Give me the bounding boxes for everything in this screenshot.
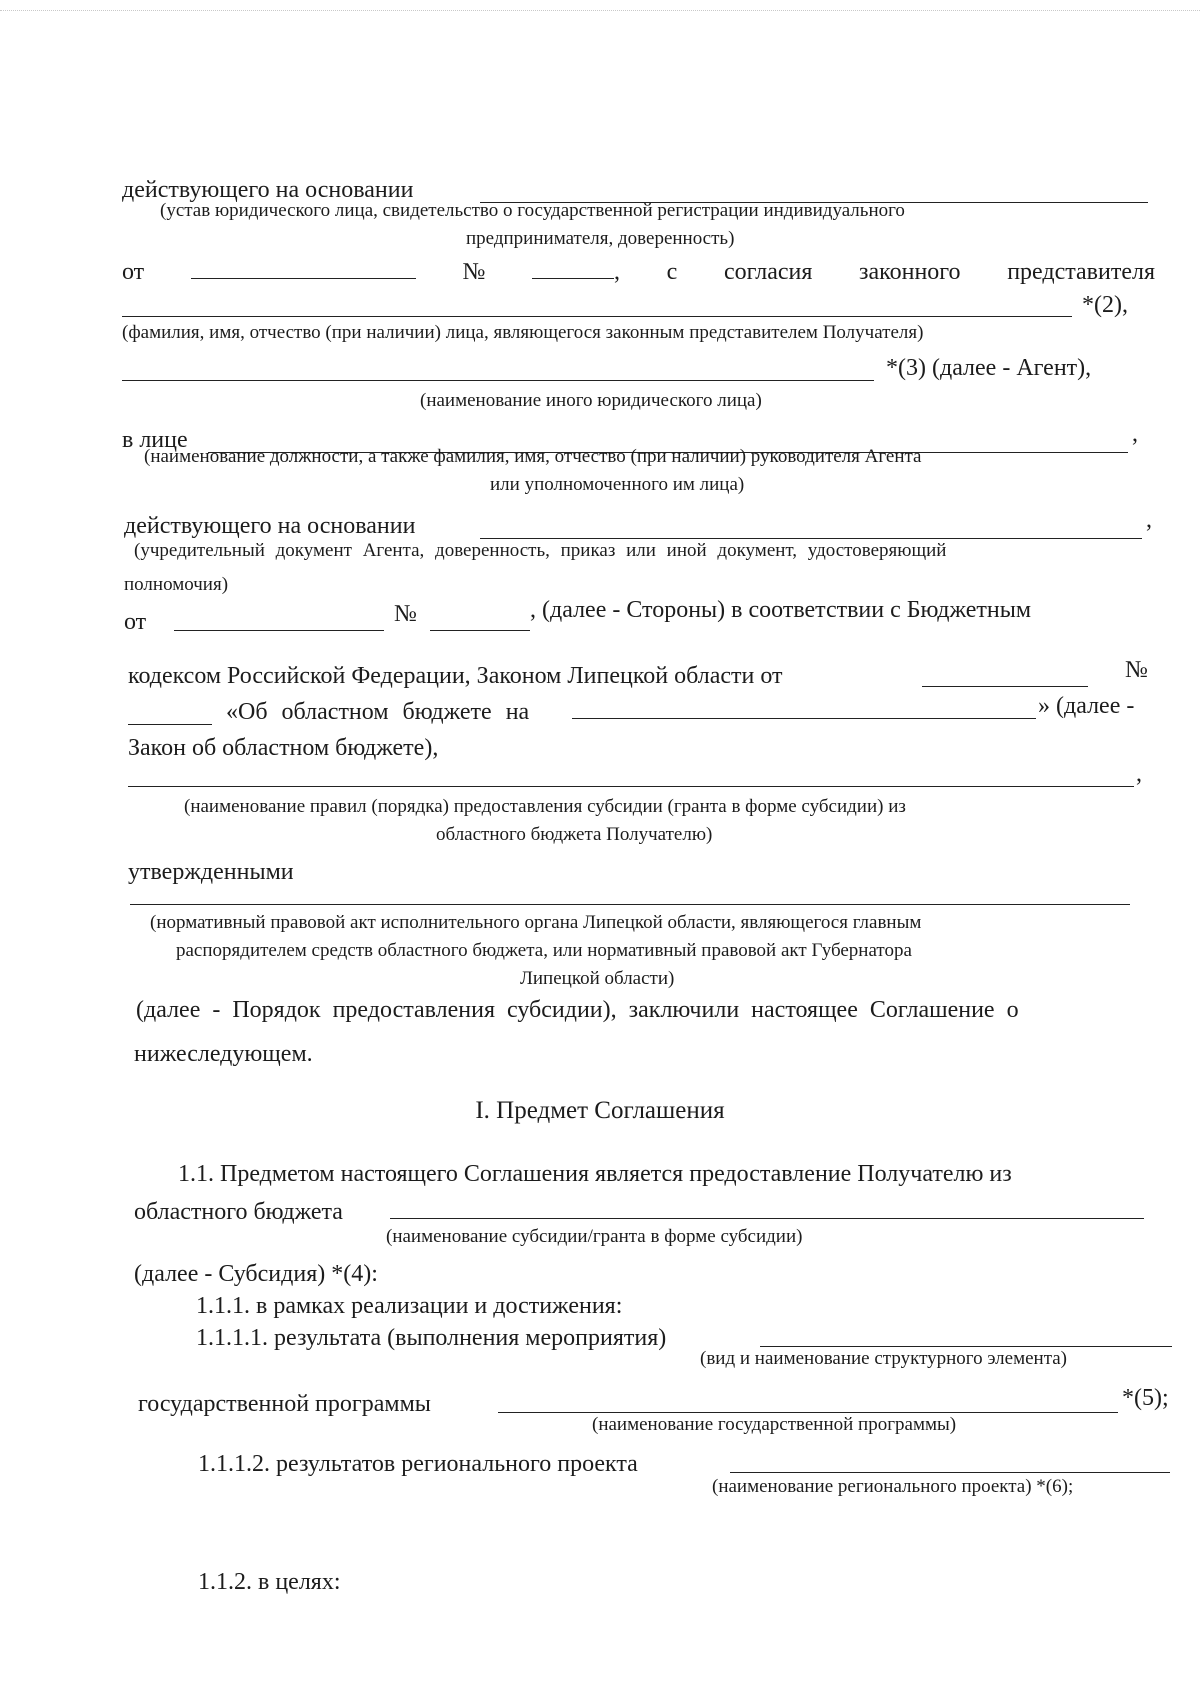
regional-project-blank [730, 1472, 1170, 1473]
other-entity-note: (наименование иного юридического лица) [420, 390, 762, 411]
state-program-note: (наименование государственной программы) [592, 1414, 957, 1435]
budget-law-title: «Об областном бюджете на [226, 699, 530, 725]
structural-element-note: (вид и наименование структурного элемента) [700, 1348, 1068, 1369]
basis-label: действующего на основании [122, 177, 414, 203]
procedure-paragraph-cont: нижеследующем. [134, 1041, 313, 1067]
rules-note-cont: областного бюджета Получателю) [436, 824, 713, 845]
clause-1-1-cont: областного бюджета [134, 1199, 343, 1225]
approving-act-blank [130, 904, 1130, 905]
clause-1-1-1-1: 1.1.1.1. результата (выполнения мероприятия) [196, 1325, 667, 1351]
rules-blank [128, 786, 1134, 787]
approved-label: утвержденными [128, 859, 294, 885]
clause-1-1: 1.1. Предметом настоящего Соглашения является предоставление Получателю из [178, 1161, 1012, 1187]
position-note: (наименование должности, а также фамилия, имя, отчество (при наличии) руководителя Агента [144, 446, 922, 467]
page-top-edge [0, 10, 1200, 11]
founding-doc-note-cont: полномочия) [124, 574, 229, 595]
basis-note: (устав юридического лица, свидетельство о государственной регистрации индивидуального [160, 200, 905, 221]
other-entity-blank [122, 380, 874, 381]
budget-law-suffix: » (далее - [1038, 693, 1135, 719]
procedure-paragraph: (далее - Порядок предоставления субсидии), заключили настоящее Соглашение о [136, 997, 1019, 1023]
representative-blank [122, 316, 1072, 317]
approving-act-note-cont: распорядителем средств областного бюджета, или нормативный правовой акт Губернатора [176, 940, 912, 961]
law-date-blank [922, 686, 1088, 687]
footnote-2: *(2), [1082, 292, 1128, 318]
agent-definition: *(3) (далее - Агент), [886, 355, 1092, 381]
budget-period-blank [572, 718, 1036, 719]
law-number-blank [128, 724, 212, 725]
clause-1-1-1: 1.1.1. в рамках реализации и достижения: [196, 1293, 623, 1319]
result-blank [760, 1346, 1172, 1347]
from-label: от [122, 259, 145, 285]
position-note-cont: или уполномоченного им лица) [490, 474, 745, 495]
section-title: I. Предмет Соглашения [475, 1097, 725, 1124]
number-blank [532, 260, 614, 279]
budget-law-short: Закон об областном бюджете), [128, 735, 439, 761]
approving-act-note-cont-2: Липецкой области) [520, 968, 675, 989]
from-label-2: от [124, 609, 147, 635]
law-number-sign: № [1125, 657, 1148, 683]
subsidy-definition: (далее - Субсидия) *(4): [134, 1261, 378, 1287]
subsidy-name-note: (наименование субсидии/гранта в форме субсидии) [386, 1226, 803, 1247]
clause-1-1-1-2: 1.1.1.2. результатов регионального проекта [198, 1451, 638, 1477]
date-blank [191, 260, 416, 279]
state-program-blank [498, 1412, 1118, 1413]
date-blank-2 [174, 630, 384, 631]
subsidy-name-blank [390, 1218, 1144, 1219]
basis-note-cont: предпринимателя, доверенность) [466, 228, 735, 249]
approving-act-note: (нормативный правовой акт исполнительного органа Липецкой области, являющегося главным [150, 912, 922, 933]
clause-1-1-2: 1.1.2. в целях: [198, 1569, 341, 1595]
regional-project-note: (наименование регионального проекта) *(6); [712, 1476, 1074, 1497]
footnote-5: *(5); [1122, 1385, 1169, 1411]
basis-label-2: действующего на основании [124, 513, 416, 539]
number-sign-2: № [394, 601, 417, 627]
from-consent-row: от № , с согласия законного представителя [122, 259, 1155, 285]
parties-text: , (далее - Стороны) в соответствии с Бюджетным [530, 597, 1032, 623]
in-person-label: в лице [122, 427, 188, 453]
rules-note: (наименование правил (порядка) предоставления субсидии (гранта в форме субсидии) из [184, 796, 906, 817]
number-blank-2 [430, 630, 530, 631]
state-program-label: государственной программы [138, 1391, 431, 1417]
basis-blank-2 [480, 538, 1142, 539]
budget-code-text: кодексом Российской Федерации, Законом Липецкой области от [128, 663, 783, 689]
number-sign: № [462, 259, 486, 285]
representative-note: (фамилия, имя, отчество (при наличии) лица, являющегося законным представителем Получателя) [122, 322, 924, 343]
founding-doc-note: (учредительный документ Агента, доверенность, приказ или иной документ, удостоверяющий [134, 540, 947, 561]
